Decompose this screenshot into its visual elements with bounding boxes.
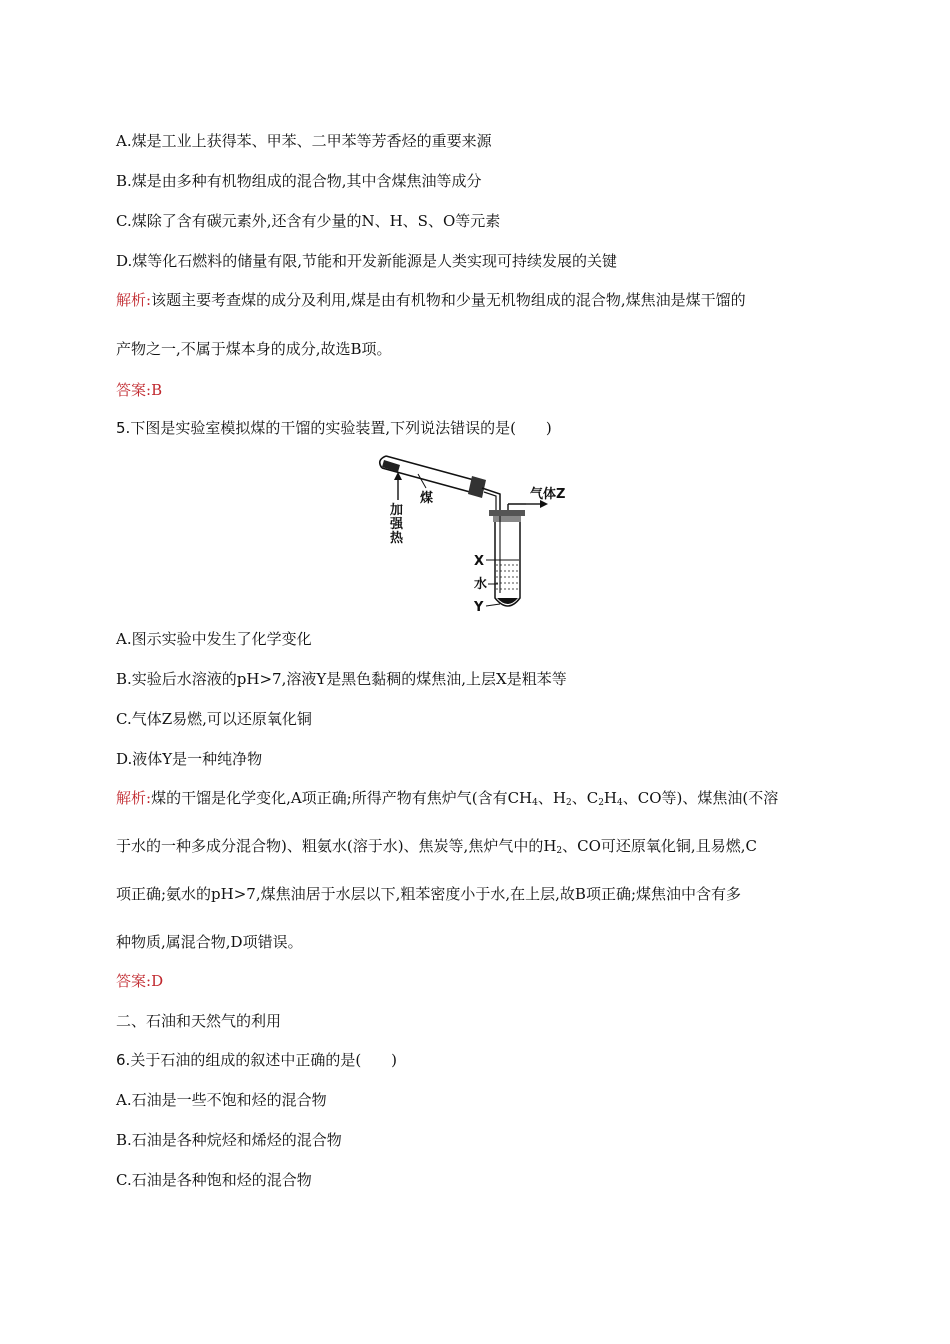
label-coal: 煤 xyxy=(420,491,434,506)
q5-option-d: D.液体Y是一种纯净物 xyxy=(116,750,263,768)
label-y: Y xyxy=(474,600,484,615)
q6-option-c: C.石油是各种饱和烃的混合物 xyxy=(116,1171,312,1189)
label-heat-1: 加 xyxy=(390,503,404,518)
question-number: 6. xyxy=(116,1051,131,1069)
q4-option-a: A.煤是工业上获得苯、甲苯、二甲苯等芳香烃的重要来源 xyxy=(116,132,492,150)
dry-distillation-apparatus-figure xyxy=(374,448,584,618)
q6-option-b: B.石油是各种烷烃和烯烃的混合物 xyxy=(116,1131,342,1149)
label-gas-z: 气体Z xyxy=(530,487,566,502)
q4-analysis-line-1: 解析:该题主要考查煤的成分及利用,煤是由有机物和少量无机物组成的混合物,煤焦油是煤干馏的 xyxy=(116,291,746,309)
question-number: 5. xyxy=(116,419,131,437)
q5-analysis-line-1: 解析:煤的干馏是化学变化,A项正确;所得产物有焦炉气(含有$CH_4$、$H_2$、$C_2H_4$、CO等)、煤焦油(不溶 xyxy=(116,789,779,808)
q4-option-c: C.煤除了含有碳元素外,还含有少量的N、H、S、O等元素 xyxy=(116,212,501,230)
q4-option-d: D.煤等化石燃料的储量有限,节能和开发新能源是人类实现可持续发展的关键 xyxy=(116,252,618,270)
coal-pointer xyxy=(418,474,426,488)
analysis-label: 解析: xyxy=(116,291,152,309)
q5-option-a: A.图示实验中发生了化学变化 xyxy=(116,630,312,648)
q5-option-c: C.气体Z易燃,可以还原氧化铜 xyxy=(116,710,312,728)
q5-analysis-line-2: 于水的一种多成分混合物)、粗氨水(溶于水)、焦炭等,焦炉气中的$H_2$、CO可还原氧化铜,且易燃,C xyxy=(116,837,757,856)
q4-analysis-line-2: 产物之一,不属于煤本身的成分,故选B项。 xyxy=(116,340,392,358)
q5-stem: 5.下图是实验室模拟煤的干馏的实验装置,下列说法错误的是( ) xyxy=(116,419,552,437)
label-water: 水 xyxy=(474,577,488,592)
section-title: 二、石油和天然气的利用 xyxy=(116,1012,282,1030)
q5-answer: 答案:D xyxy=(116,972,164,990)
analysis-label: 解析: xyxy=(116,789,152,807)
q6-stem: 6.关于石油的组成的叙述中正确的是( ) xyxy=(116,1051,398,1069)
q6-option-a: A.石油是一些不饱和烃的混合物 xyxy=(116,1091,327,1109)
q5-option-b: B.实验后水溶液的pH>7,溶液Y是黑色黏稠的煤焦油,上层X是粗苯等 xyxy=(116,670,567,688)
q5-analysis-line-3: 项正确;氨水的pH>7,煤焦油居于水层以下,粗苯密度小于水,在上层,故B项正确;煤焦油中含有多 xyxy=(116,885,742,903)
q4-option-b: B.煤是由多种有机物组成的混合物,其中含煤焦油等成分 xyxy=(116,172,482,190)
q5-analysis-line-4: 种物质,属混合物,D项错误。 xyxy=(116,933,303,951)
label-heat-2: 强 xyxy=(390,517,404,532)
heating-test-tube xyxy=(380,456,474,492)
q4-answer: 答案:B xyxy=(116,381,163,399)
label-x: X xyxy=(474,554,485,569)
label-heat-3: 热 xyxy=(390,531,404,546)
collection-tube xyxy=(489,504,526,606)
